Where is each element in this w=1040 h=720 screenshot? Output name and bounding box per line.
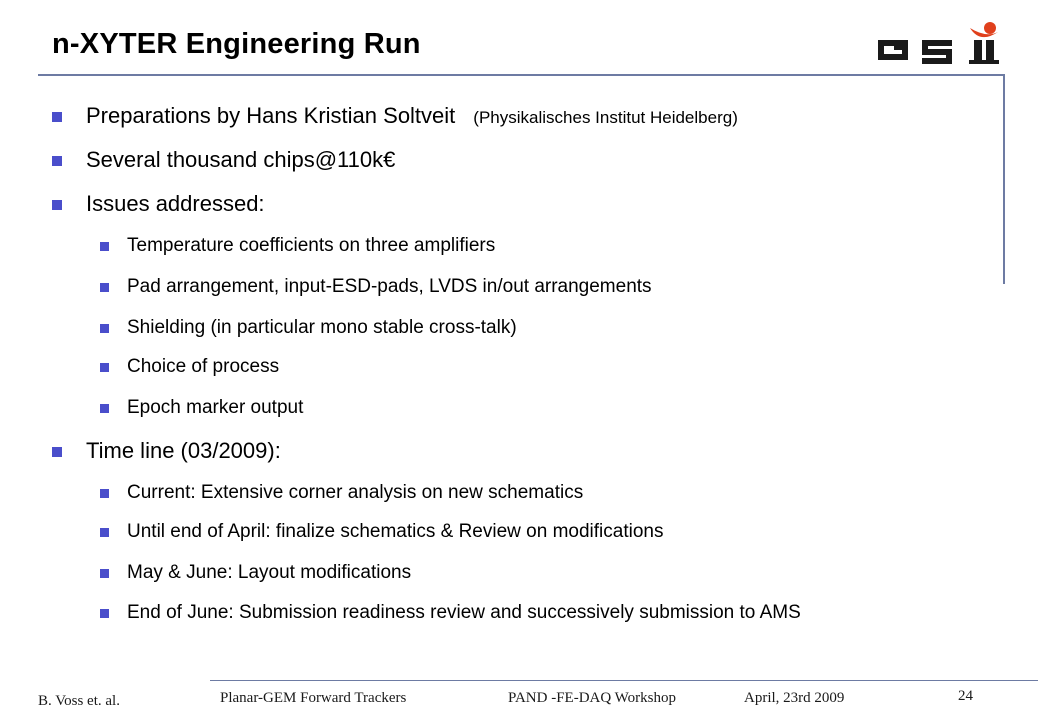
- sub-bullet-marker: [100, 528, 109, 537]
- issue-text: Choice of process: [127, 356, 280, 377]
- issue-text: Shielding (in particular mono stable cross-talk): [127, 317, 517, 338]
- bullet-marker: [52, 447, 62, 457]
- bullet-issues: [86, 191, 265, 217]
- footer-author: B. Voss et. al.: [38, 693, 120, 709]
- timeline-item: [127, 521, 663, 543]
- bullet-note: (Physikalisches Institut Heidelberg): [473, 108, 738, 127]
- footer-talk: Planar-GEM Forward Trackers: [220, 690, 407, 706]
- issue-item: [127, 356, 279, 378]
- right-divider: [1003, 74, 1005, 284]
- bullet-timeline: [86, 438, 281, 464]
- bullet-text: Issues addressed:: [86, 191, 265, 216]
- timeline-item: [127, 602, 801, 624]
- footer-divider: [210, 680, 1038, 681]
- page-number: 24: [958, 688, 973, 704]
- timeline-text: End of June: Submission readiness review and successively submission to AMS: [127, 602, 801, 623]
- issue-item: [127, 235, 495, 257]
- title-divider: [38, 74, 1004, 76]
- issue-text: Epoch marker output: [127, 397, 304, 418]
- bullet-preparations: [86, 103, 738, 129]
- bullet-marker: [52, 200, 62, 210]
- issue-item: [127, 397, 303, 419]
- sub-bullet-marker: [100, 489, 109, 498]
- footer-event: PAND -FE-DAQ Workshop: [508, 690, 676, 706]
- timeline-item: [127, 482, 583, 504]
- bullet-marker: [52, 156, 62, 166]
- timeline-text: May & June: Layout modifications: [127, 562, 412, 583]
- sub-bullet-marker: [100, 569, 109, 578]
- bullet-text: Several thousand chips@110k€: [86, 147, 396, 172]
- sub-bullet-marker: [100, 404, 109, 413]
- sub-bullet-marker: [100, 242, 109, 251]
- sub-bullet-marker: [100, 609, 109, 618]
- sub-bullet-marker: [100, 324, 109, 333]
- issue-item: [127, 317, 517, 339]
- sub-bullet-marker: [100, 283, 109, 292]
- issue-text: Temperature coefficients on three amplifiers: [127, 235, 496, 256]
- slide-title: n-XYTER Engineering Run: [52, 28, 421, 60]
- timeline-item: [127, 562, 411, 584]
- issue-item: [127, 276, 652, 298]
- bullet-chips: [86, 147, 395, 173]
- footer-date: April, 23rd 2009: [744, 690, 845, 706]
- timeline-text: Current: Extensive corner analysis on new schematics: [127, 482, 584, 503]
- gsi-logo: [876, 20, 1006, 64]
- sub-bullet-marker: [100, 363, 109, 372]
- bullet-text: Time line (03/2009):: [86, 438, 281, 463]
- issue-text: Pad arrangement, input-ESD-pads, LVDS in/out arrangements: [127, 276, 652, 297]
- timeline-text: Until end of April: finalize schematics & Review on modifications: [127, 521, 664, 542]
- bullet-marker: [52, 112, 62, 122]
- bullet-text: Preparations by Hans Kristian Soltveit: [86, 103, 456, 128]
